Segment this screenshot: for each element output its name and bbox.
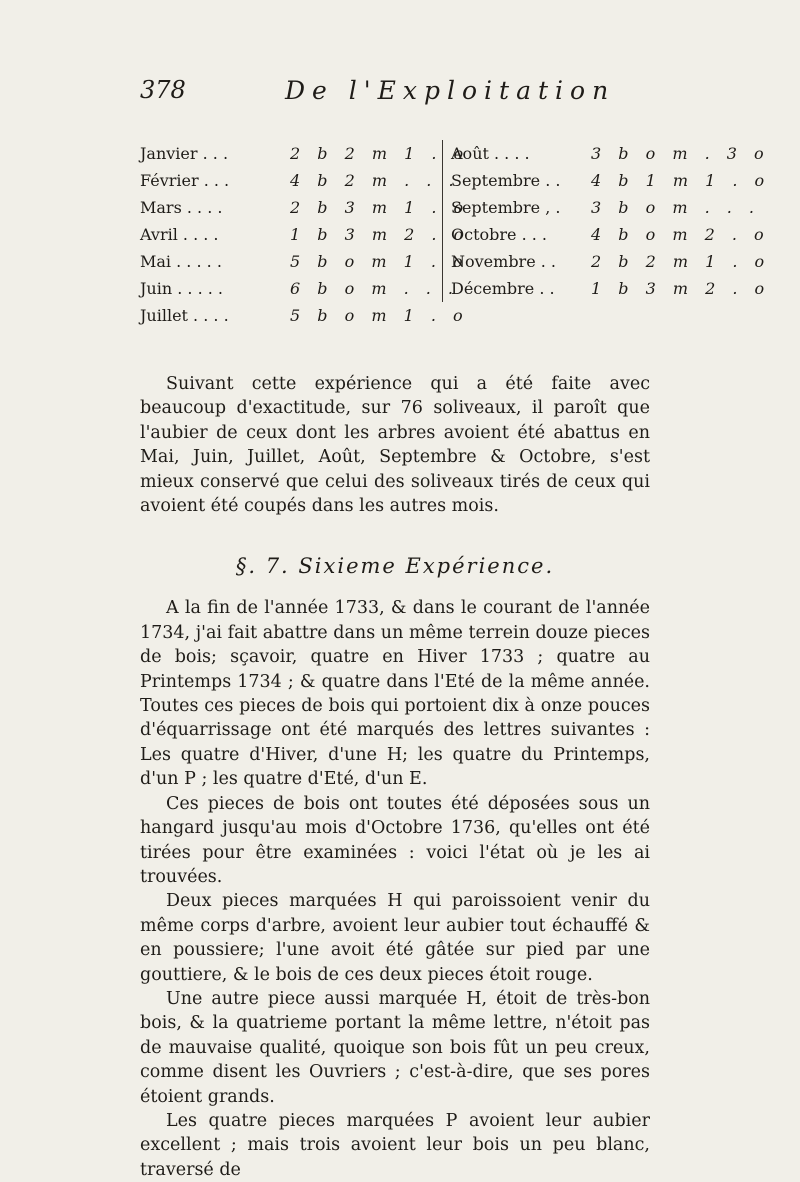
table-column-left: [140, 140, 470, 329]
result-code: 3 b o m . 3 o: [591, 144, 770, 163]
month-label: Avril . . . .: [140, 225, 219, 244]
table-row: [451, 194, 760, 221]
section-heading: §. 7. Sixieme Expérience.: [235, 554, 555, 579]
table-row: [140, 275, 459, 302]
paragraph: A la fin de l'année 1733, & dans le courant de l'année 1734, j'ai fait abattre dans un même terrein douze pieces de bois; sçavoir, quatre en Hiver 1733 ; quatre au Printemps 1734 ; & quatre dans l'Eté de la même année. Toutes ces pieces de bois qui portoient dix à onze pouces d'équarrissage ont été marqués des lettres suivantes : Les quatre d'Hiver, d'une H; les quatre du Printemps, d'un P ; les quatre d'Eté, d'un E.: [140, 598, 650, 790]
month-label: Juin . . . . .: [140, 279, 223, 298]
result-code: 2 b 2 m 1 . o: [290, 144, 470, 163]
table-row: [451, 248, 771, 275]
monthly-results-table: [140, 140, 771, 390]
month-label: Novembre . .: [451, 252, 557, 271]
result-code: 1 b 3 m 2 . o: [290, 225, 470, 244]
paragraph: Une autre piece aussi marquée H, étoit de très-bon bois, & la quatrieme portant la même lettre, n'étoit pas de mauvaise qualité, quoique son bois fût un peu creux, comme disent les Ouvriers ; c'est-à-dire, que ses pores étoient grands.: [140, 988, 650, 1107]
result-code: 6 b o m . . .: [290, 279, 459, 298]
result-code: 1 b 3 m 2 . o: [591, 279, 771, 298]
table-row: [140, 302, 469, 329]
running-title: De l'Exploitation: [285, 76, 616, 105]
month-label: Septembre . .: [451, 171, 561, 190]
result-code: 4 b 1 m 1 . o: [591, 171, 771, 190]
table-row: [451, 167, 771, 194]
month-label: Janvier . . .: [140, 144, 229, 163]
table-row: [140, 221, 470, 248]
table-row: [451, 221, 770, 248]
month-label: Juillet . . . .: [140, 306, 229, 325]
result-code: 4 b 2 m . . .: [290, 171, 460, 190]
page-number: 378: [140, 76, 186, 104]
result-code: 2 b 3 m 1 . o: [290, 198, 470, 217]
body-text: [140, 372, 650, 1182]
month-label: Décembre . .: [451, 279, 555, 298]
paragraph: Deux pieces marquées H qui paroissoient venir du même corps d'arbre, avoient leur aubier tout échauffé & en poussiere; l'une avoit été gâtée sur pied par une gouttiere, & le bois de ces deux pieces étoit rouge.: [140, 891, 650, 985]
paragraph: Suivant cette expérience qui a été faite avec beaucoup d'exactitude, sur 76 soliveaux, il paroît que l'aubier de ceux dont les arbres avoient été abattus en Mai, Juin, Juillet, Août, Septembre & Octobre, s'est mieux conservé que celui des soliveaux tirés de ceux qui avoient été coupés dans les autres mois.: [140, 374, 650, 517]
result-code: 5 b o m 1 . o: [290, 306, 469, 325]
result-code: 2 b 2 m 1 . o: [591, 252, 771, 271]
result-code: 3 b o m . . .: [591, 198, 760, 217]
table-row: [140, 194, 470, 221]
page-header: [140, 76, 700, 116]
month-label: Mars . . . .: [140, 198, 223, 217]
table-row: [140, 140, 470, 167]
result-code: 4 b o m 2 . o: [591, 225, 770, 244]
table-row: [140, 248, 469, 275]
table-column-right: [442, 140, 771, 302]
paragraph: Ces pieces de bois ont toutes été déposées sous un hangard jusqu'au mois d'Octobre 1736, qu'elles ont été tirées pour être examinées : voici l'état où je les ai trouvées.: [140, 793, 650, 887]
table-row: [140, 167, 460, 194]
month-label: Septembre , .: [451, 198, 561, 217]
month-label: Octobre . . .: [451, 225, 548, 244]
month-label: Août . . . .: [451, 144, 530, 163]
paragraph: Les quatre pieces marquées P avoient leur aubier excellent ; mais trois avoient leur bois un peu blanc, traversé de: [140, 1110, 650, 1180]
month-label: Février . . .: [140, 171, 230, 190]
table-row: [451, 275, 771, 302]
month-label: Mai . . . . .: [140, 252, 222, 271]
result-code: 5 b o m 1 . o: [290, 252, 469, 271]
table-row: [451, 140, 770, 167]
